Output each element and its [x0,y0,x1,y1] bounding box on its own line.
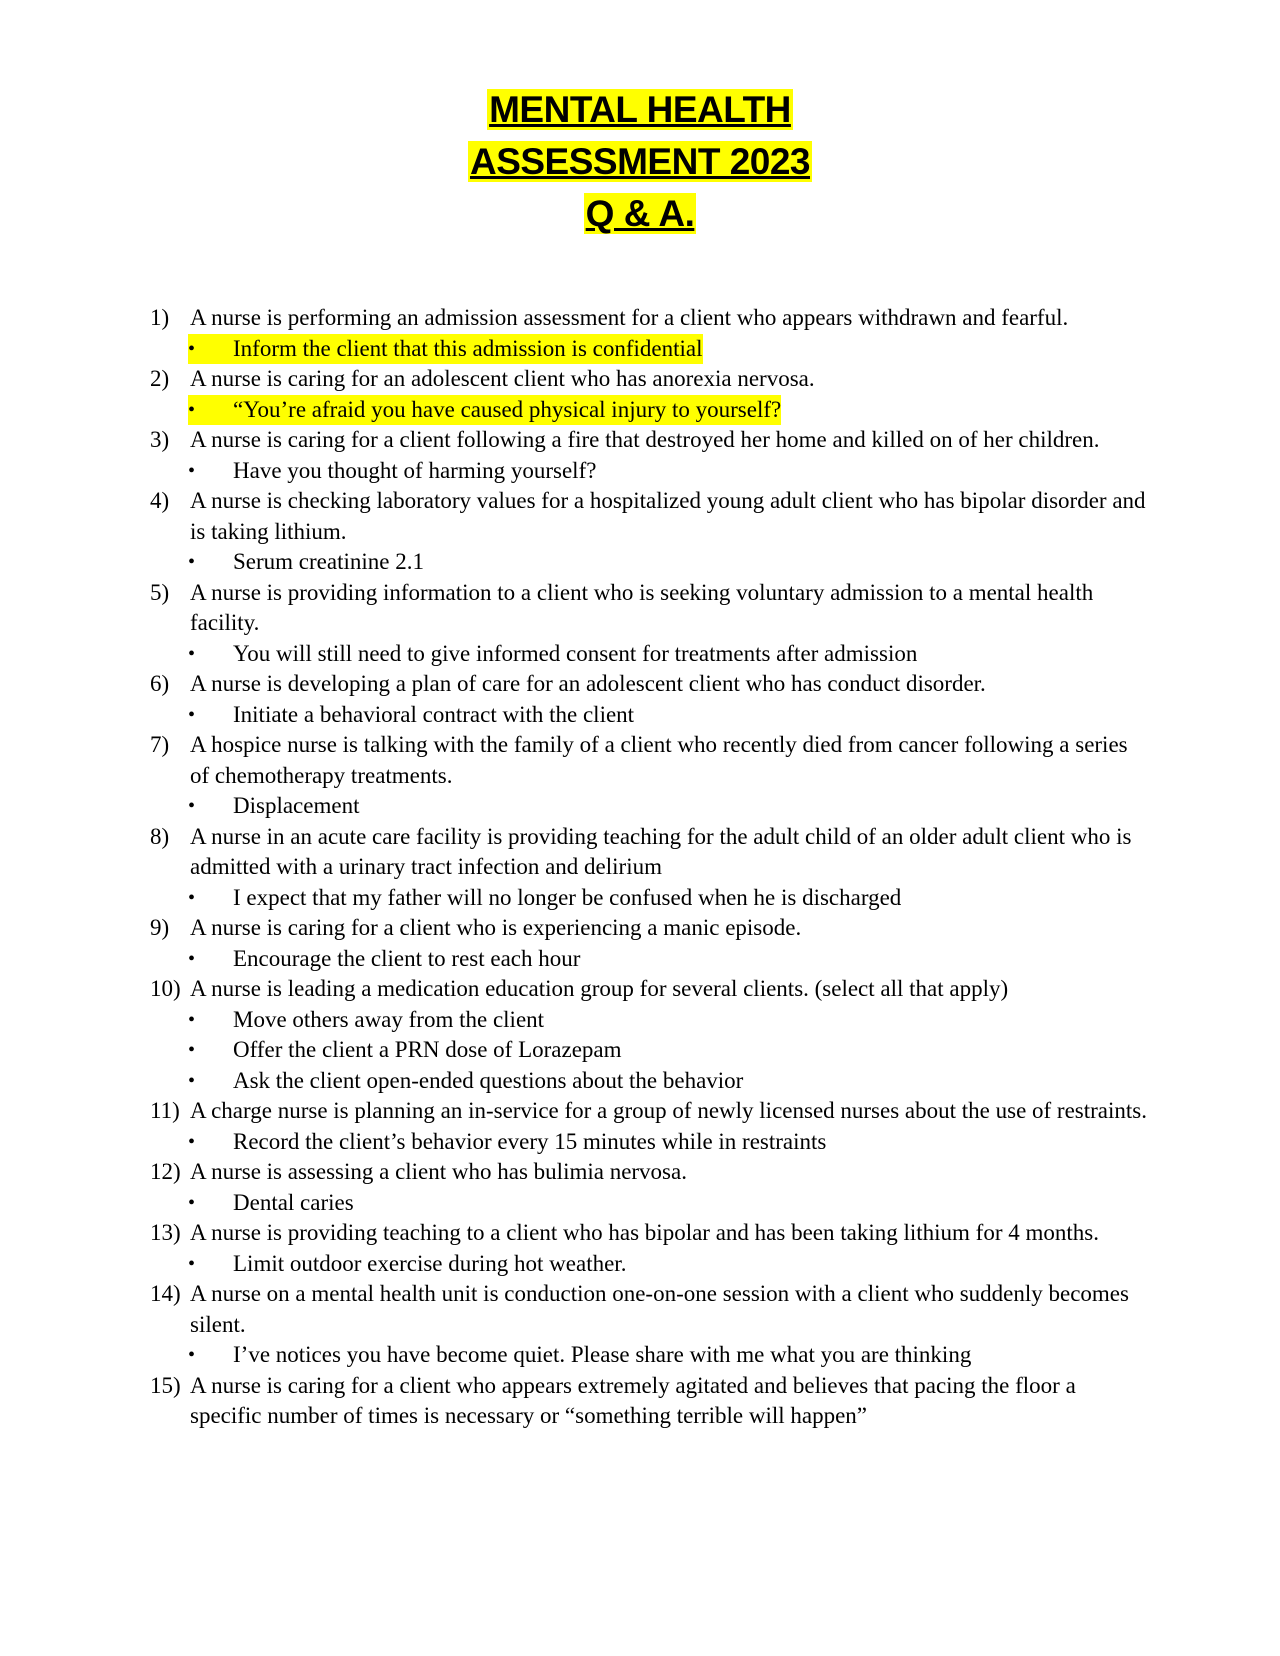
question-item [0,1096,1280,1127]
question-number: 15) [150,1372,181,1398]
answer-text: Ask the client open-ended questions about the behavior [233,1067,744,1093]
answer-item [0,334,1280,365]
question-list [0,303,1280,1432]
question-item [0,822,1280,883]
answer-item [0,791,1280,822]
answer-item [0,883,1280,914]
answer-text: Encourage the client to rest each hour [233,945,581,971]
answer-text: Move others away from the client [233,1006,545,1032]
question-number: 11) [150,1098,180,1123]
question-text: A nurse is caring for a client who is experiencing a manic episode. [190,915,802,940]
bullet-icon: • [188,1130,196,1153]
question-number: 12) [150,1159,181,1184]
question-item [0,730,1280,791]
question-item [0,578,1280,639]
answer-item [0,1066,1280,1097]
answer-row [233,1190,354,1215]
answer-text: Offer the client a PRN dose of Lorazepam [233,1037,622,1062]
bullet-icon: • [188,1008,196,1031]
question-item [0,364,1280,395]
question-item [0,913,1280,944]
question-number: 4) [150,488,170,513]
answer-text: Displacement [233,793,360,818]
question-number: 14) [150,1281,181,1306]
answer-text: Initiate a behavioral contract with the client [233,701,635,727]
question-number: 5) [150,579,170,605]
question-text: A nurse in an acute care facility is providing teaching for the adult child of an older adult client who is admitted with a urinary tract infection and delirium [190,823,1132,879]
question-number: 6) [150,671,170,696]
answer-row [233,946,580,971]
bullet-icon: • [188,551,196,573]
title-line: Q & A. [585,193,695,234]
question-item [0,669,1280,700]
bullet-icon: • [188,337,196,360]
answer-item [0,547,1280,578]
answer-item [0,1035,1280,1066]
answer-item [0,1340,1280,1371]
answer-text: “You’re afraid you have caused physical injury to yourself? [233,396,782,422]
bullet-icon: • [188,1069,196,1092]
question-number: 7) [150,732,170,757]
question-number: 2) [150,366,170,391]
bullet-icon: • [188,1344,196,1366]
question-text: A nurse is assessing a client who has bulimia nervosa. [190,1159,687,1184]
answer-row [233,885,901,910]
question-item [0,486,1280,547]
answer-row [233,458,596,483]
answer-item [0,395,1280,426]
question-text: A nurse is providing information to a client who is seeking voluntary admission to a mental health facility. [190,579,1094,635]
answer-item [0,700,1280,731]
answer-row [233,641,917,666]
answer-item [0,1005,1280,1036]
question-text: A nurse is performing an admission assessment for a client who appears withdrawn and fearful. [190,305,1069,330]
question-text: A nurse is caring for an adolescent client who has anorexia nervosa. [190,366,815,391]
question-text: A nurse is caring for a client who appears extremely agitated and believes that pacing the floor a specific number of times is necessary or “something terrible will happen” [190,1372,1076,1428]
answer-row [233,1007,544,1032]
document-title [0,84,1280,240]
question-text: A hospice nurse is talking with the family of a client who recently died from cancer following a series of chemotherapy treatments. [190,732,1128,788]
answer-item [0,456,1280,487]
bullet-icon: • [188,459,196,482]
bullet-icon: • [188,642,196,665]
answer-row [233,1068,743,1093]
answer-text: You will still need to give informed consent for treatments after admission [233,640,918,666]
answer-text: Dental caries [233,1189,354,1215]
bullet-icon: • [188,1191,196,1214]
question-item [0,1371,1280,1432]
answer-item [0,1188,1280,1219]
question-item [0,974,1280,1005]
answer-text: Serum creatinine 2.1 [233,549,424,574]
answer-text: Have you thought of harming yourself? [233,457,597,483]
bullet-icon: • [188,947,196,970]
title-line: ASSESSMENT 2023 [469,141,811,182]
answer-text: I’ve notices you have become quiet. Please share with me what you are thinking [233,1342,972,1367]
bullet-icon: • [188,398,196,421]
answer-text: Record the client’s behavior every 15 minutes while in restraints [233,1128,827,1154]
question-text: A nurse is leading a medication education group for several clients. (select all that apply) [190,976,1009,1001]
answer-text: Limit outdoor exercise during hot weather. [233,1250,627,1276]
question-number: 3) [150,427,170,452]
answer-item [0,639,1280,670]
question-text: A nurse is developing a plan of care for an adolescent client who has conduct disorder. [190,671,986,696]
question-text: A nurse on a mental health unit is conduction one-on-one session with a client who suddenly becomes silent. [190,1281,1129,1337]
question-number: 1) [150,305,170,330]
answer-row [233,702,634,727]
answer-row [233,1129,826,1154]
question-item [0,1279,1280,1340]
bullet-icon: • [188,795,196,817]
answer-row [233,793,359,818]
question-text: A nurse is checking laboratory values for a hospitalized young adult client who has bipolar disorder and is taking lithium. [190,488,1146,544]
bullet-icon: • [188,1039,196,1061]
bullet-icon: • [188,886,196,909]
answer-item [0,1127,1280,1158]
answer-text: Inform the client that this admission is confidential [233,335,703,361]
question-item [0,1218,1280,1249]
title-line: MENTAL HEALTH [489,89,791,130]
answer-row [233,549,424,574]
question-number: 8) [150,823,170,849]
bullet-icon: • [188,1252,196,1275]
question-number: 9) [150,915,170,940]
question-number: 10) [150,976,181,1001]
bullet-icon: • [188,703,196,726]
question-item [0,303,1280,334]
question-number: 13) [150,1220,181,1245]
answer-item [0,944,1280,975]
answer-row [188,334,703,365]
answer-item [0,1249,1280,1280]
question-text: A nurse is caring for a client following a fire that destroyed her home and killed on of her children. [190,427,1100,452]
answer-row [233,1251,626,1276]
answer-row [233,1342,971,1367]
question-item [0,1157,1280,1188]
answer-text: I expect that my father will no longer be confused when he is discharged [233,884,902,910]
question-text: A nurse is providing teaching to a client who has bipolar and has been taking lithium for 4 months. [190,1220,1099,1245]
question-text: A charge nurse is planning an in-service for a group of newly licensed nurses about the use of restraints. [190,1098,1147,1123]
answer-row [188,395,781,426]
question-item [0,425,1280,456]
answer-row [233,1037,622,1062]
